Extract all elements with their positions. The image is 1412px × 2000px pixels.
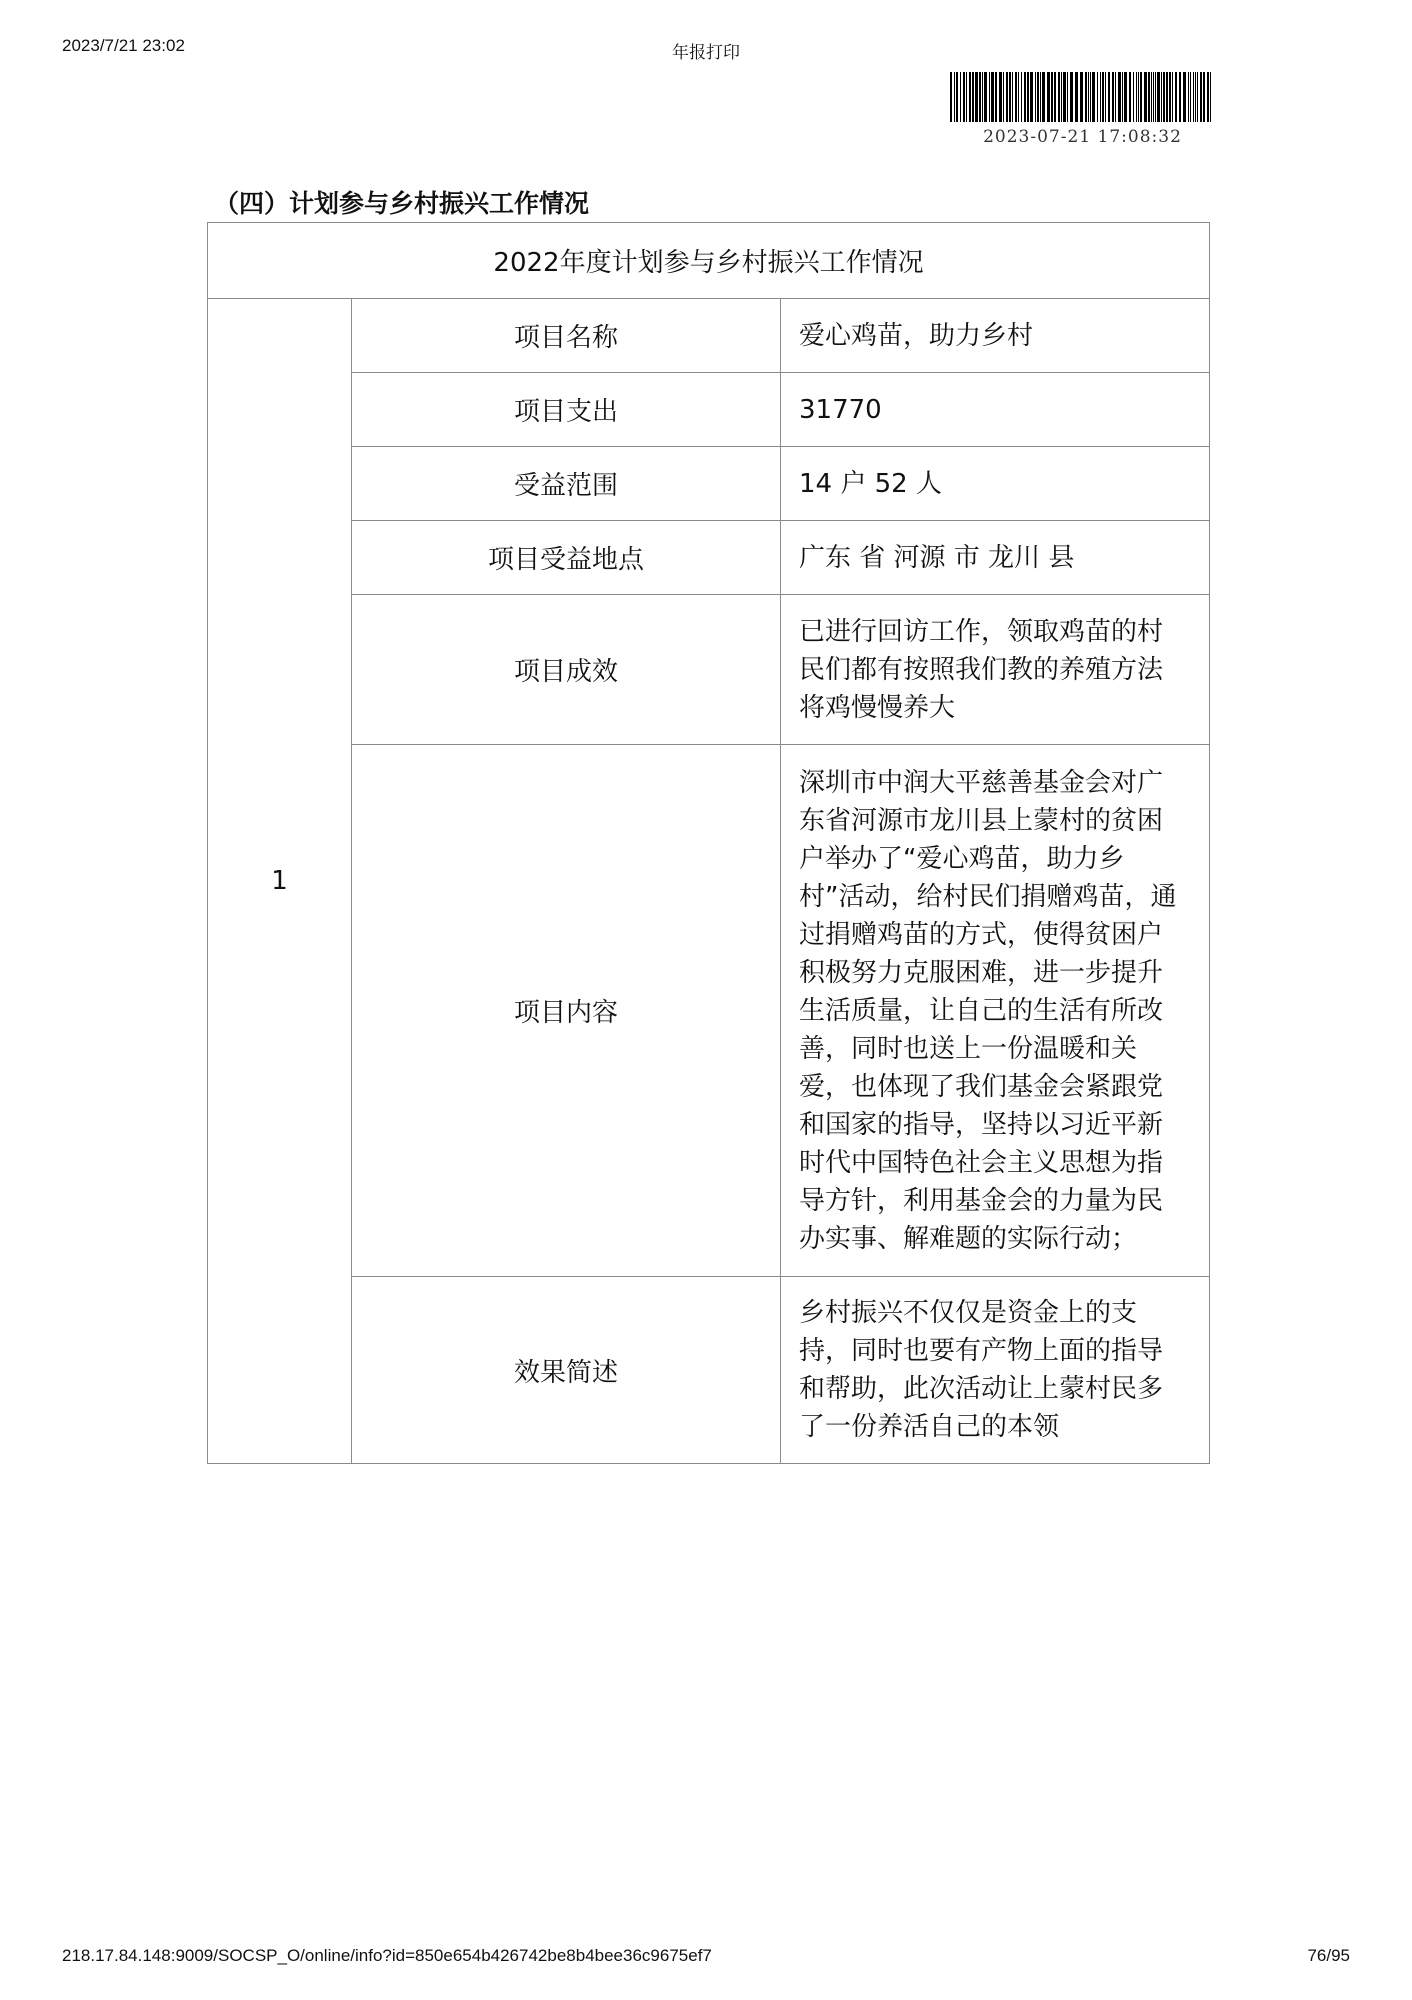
table-caption: 2022年度计划参与乡村振兴工作情况	[208, 223, 1210, 299]
table-row	[208, 373, 1210, 447]
table-row	[208, 1277, 1210, 1464]
table-row	[208, 299, 1210, 373]
row-value: 已进行回访工作，领取鸡苗的村民们都有按照我们教的养殖方法将鸡慢慢养大	[781, 595, 1210, 745]
table-row	[208, 745, 1210, 1277]
row-label: 项目成效	[352, 595, 781, 745]
table-row	[208, 595, 1210, 745]
row-label: 效果简述	[352, 1277, 781, 1464]
row-value: 31770	[781, 373, 1210, 447]
page-header-title: 年报打印	[672, 43, 740, 63]
section-title: （四）计划参与乡村振兴工作情况	[214, 189, 590, 218]
print-datetime: 2023/7/21 23:02	[62, 36, 185, 55]
row-value: 深圳市中润大平慈善基金会对广东省河源市龙川县上蒙村的贫困户举办了“爱心鸡苗，助力乡村”活动，给村民们捐赠鸡苗，通过捐赠鸡苗的方式，使得贫困户积极努力克服困难，进一步提升生活质量，让自己的生活有所改善，同时也送上一份温暖和关爱，也体现了我们基金会紧跟党和国家的指导，坚持以习近平新时代中国特色社会主义思想为指导方针，利用基金会的力量为民办实事、解难题的实际行动；	[781, 745, 1210, 1277]
page-number: 76/95	[1307, 1946, 1350, 1965]
row-label: 项目内容	[352, 745, 781, 1277]
row-label: 项目支出	[352, 373, 781, 447]
row-value: 广东 省 河源 市 龙川 县	[781, 521, 1210, 595]
row-value: 爱心鸡苗，助力乡村	[781, 299, 1210, 373]
row-value: 14 户 52 人	[781, 447, 1210, 521]
barcode-timestamp: 2023-07-21 17:08:32	[983, 127, 1182, 147]
table-row	[208, 521, 1210, 595]
footer-url: 218.17.84.148:9009/SOCSP_O/online/info?id=850e654b426742be8b4bee36c9675ef7	[62, 1946, 712, 1965]
row-label: 项目名称	[352, 299, 781, 373]
row-label: 受益范围	[352, 447, 781, 521]
rural-revitalization-table	[207, 222, 1210, 1464]
row-number: 1	[208, 299, 352, 1464]
row-value: 乡村振兴不仅仅是资金上的支持，同时也要有产物上面的指导和帮助，此次活动让上蒙村民多了一份养活自己的本领	[781, 1277, 1210, 1464]
row-label: 项目受益地点	[352, 521, 781, 595]
barcode	[950, 72, 1215, 122]
table-row	[208, 447, 1210, 521]
